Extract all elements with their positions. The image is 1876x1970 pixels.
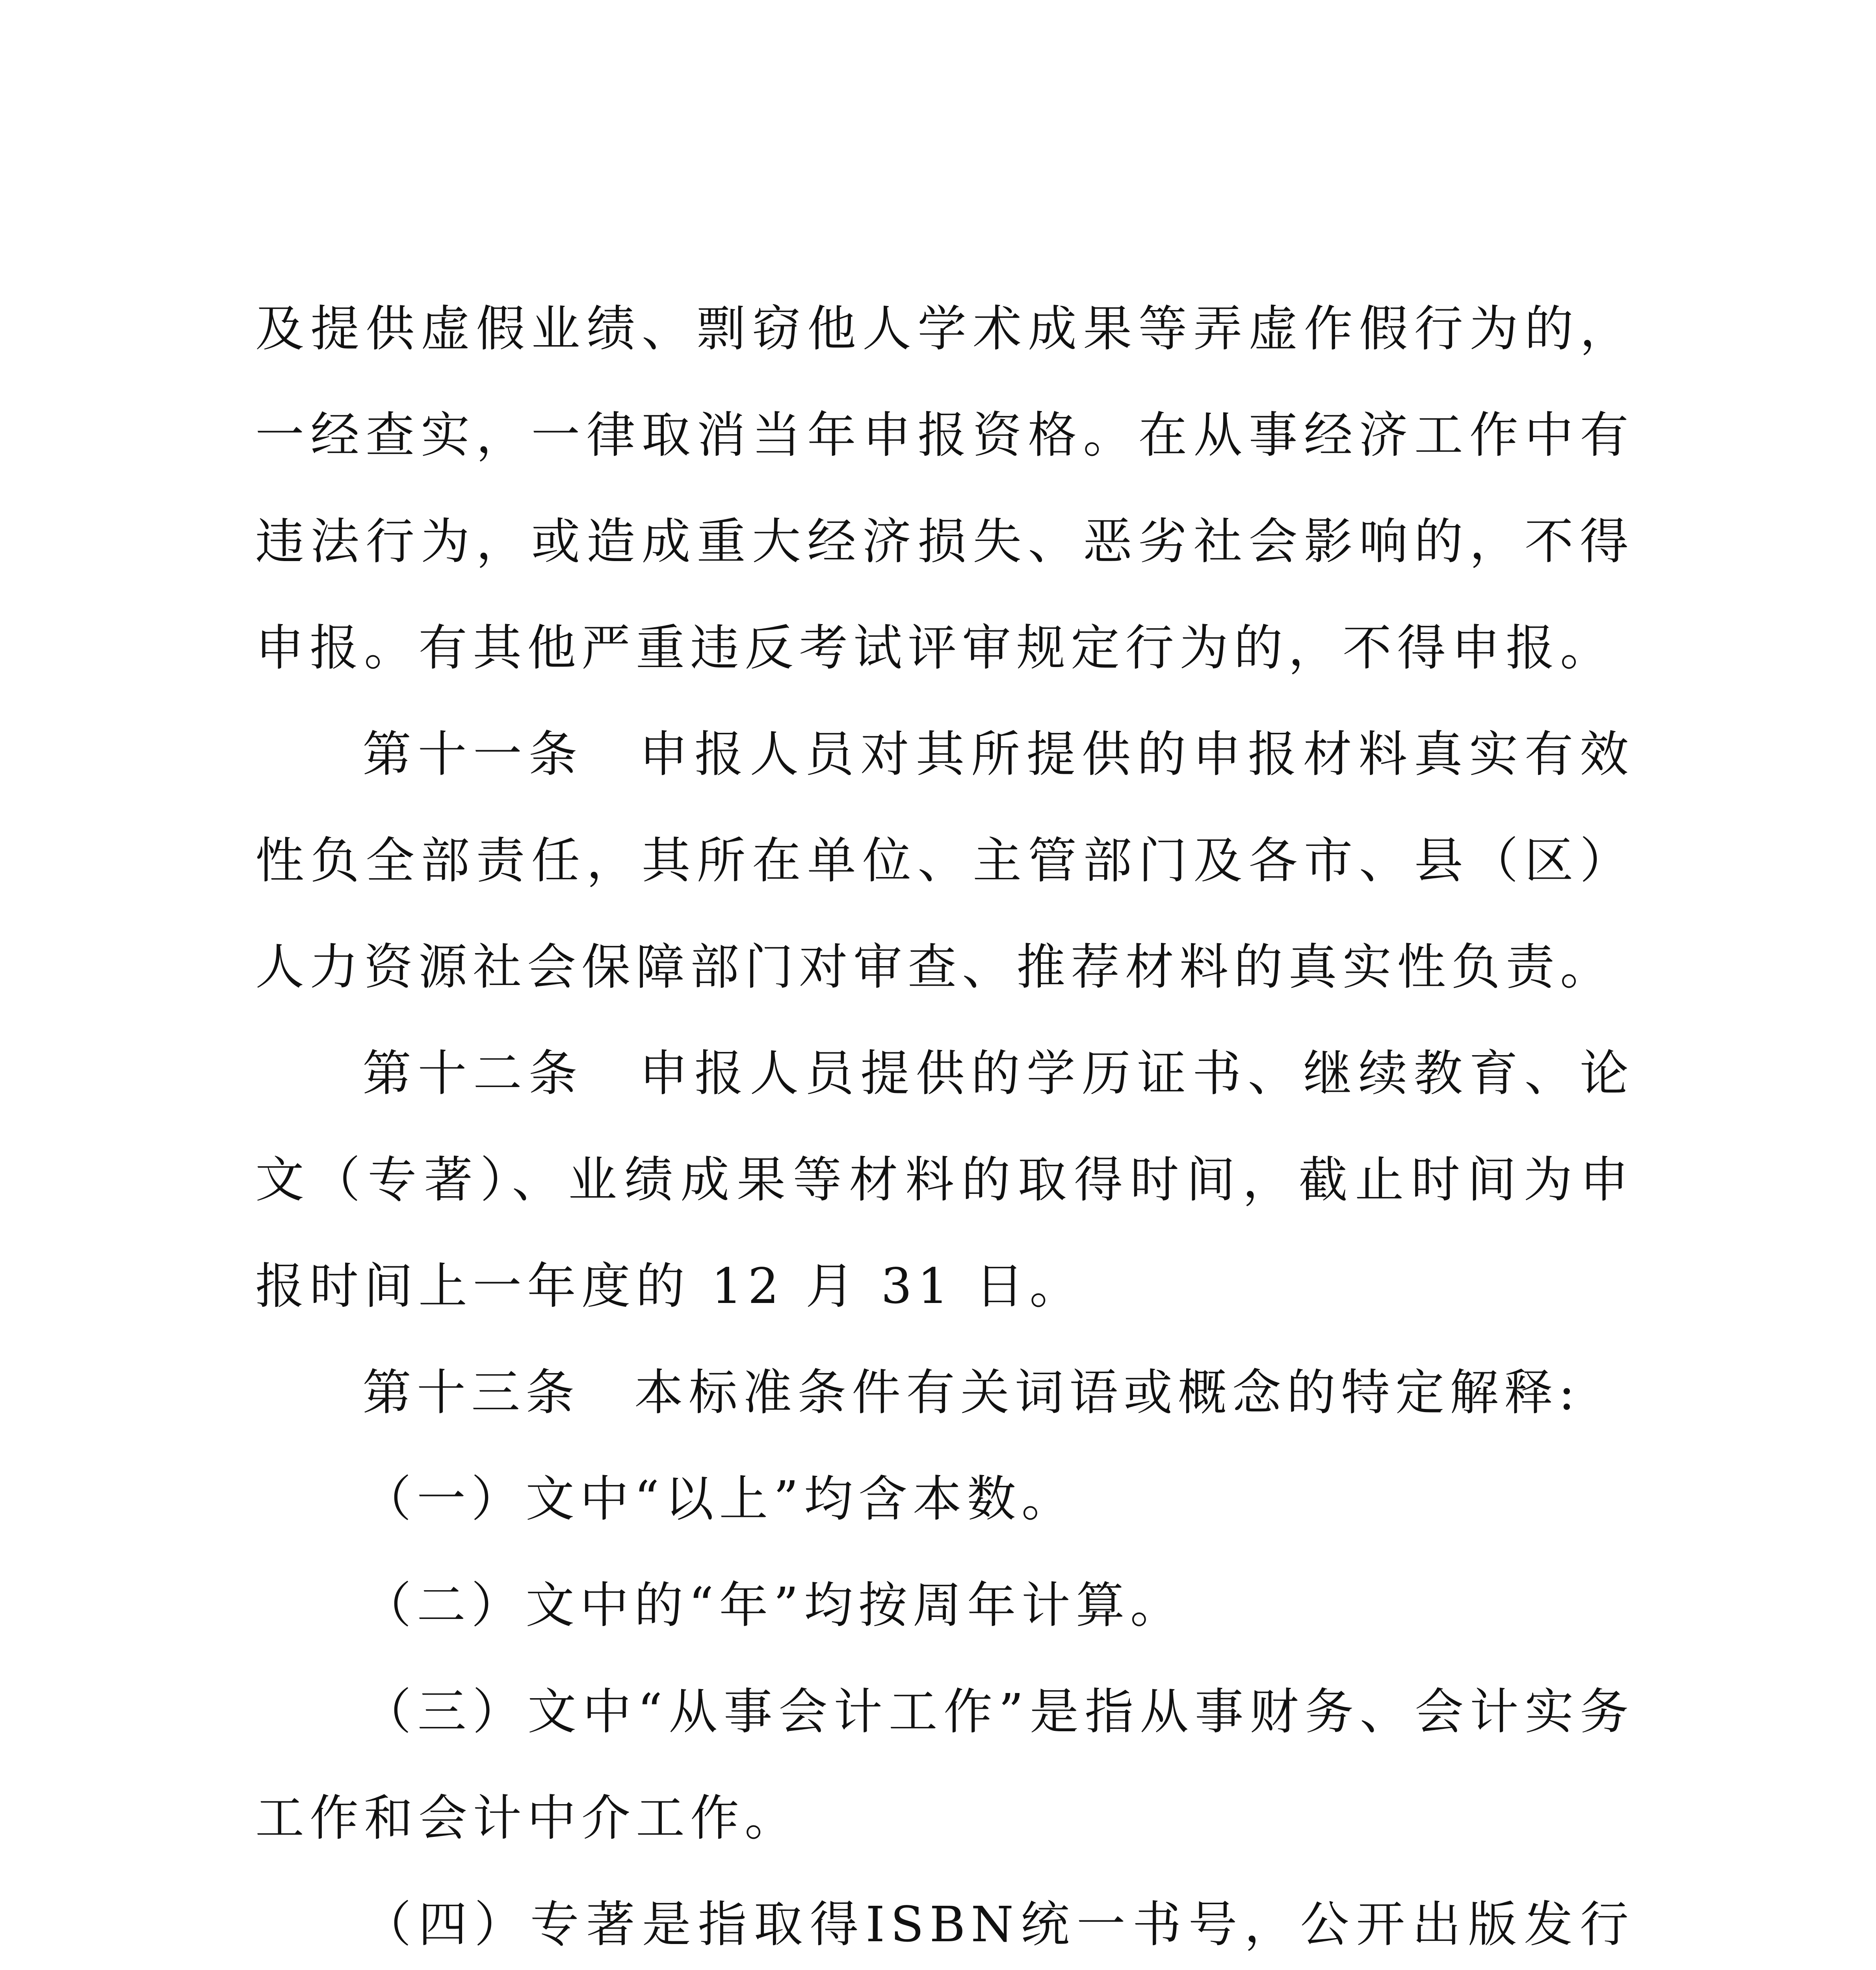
paragraph-item-3: （三）文中“从事会计工作”是指从事财务、会计实务工作和会计中介工作。 [255,1684,1634,1847]
paragraph-article-13: 第十三条 本标准条件有关词语或概念的特定解释: [362,1364,1581,1421]
paragraph-article-11: 第十一条 申报人员对其所提供的申报材料真实有效性负全部责任，其所在单位、主管部门及各市、县（区）人力资源社会保障部门对审查、推荐材料的真实性负责。 [255,726,1634,996]
paragraph-item-2: （二）文中的“年”均按周年计算。 [362,1577,1185,1634]
paragraph-item-4: （四）专著是指取得ISBN统一书号，公开出版发行 [362,1896,1634,1953]
paragraph-item-1: （一）文中“以上”均含本数。 [362,1471,1076,1528]
paragraph-article-12: 第十二条 申报人员提供的学历证书、继续教育、论文（专著）、业绩成果等材料的取得时间，截止时间为申报时间上一年度的 12 月 31 日。 [255,1045,1634,1315]
paragraph-continuation: 及提供虚假业绩、剽窃他人学术成果等弄虚作假行为的，一经查实，一律取消当年申报资格。在从事经济工作中有违法行为，或造成重大经济损失、恶劣社会影响的，不得申报。有其他严重违反考试评审规定行为的，不得申报。 [255,301,1634,676]
body-text [255,276,1634,1970]
